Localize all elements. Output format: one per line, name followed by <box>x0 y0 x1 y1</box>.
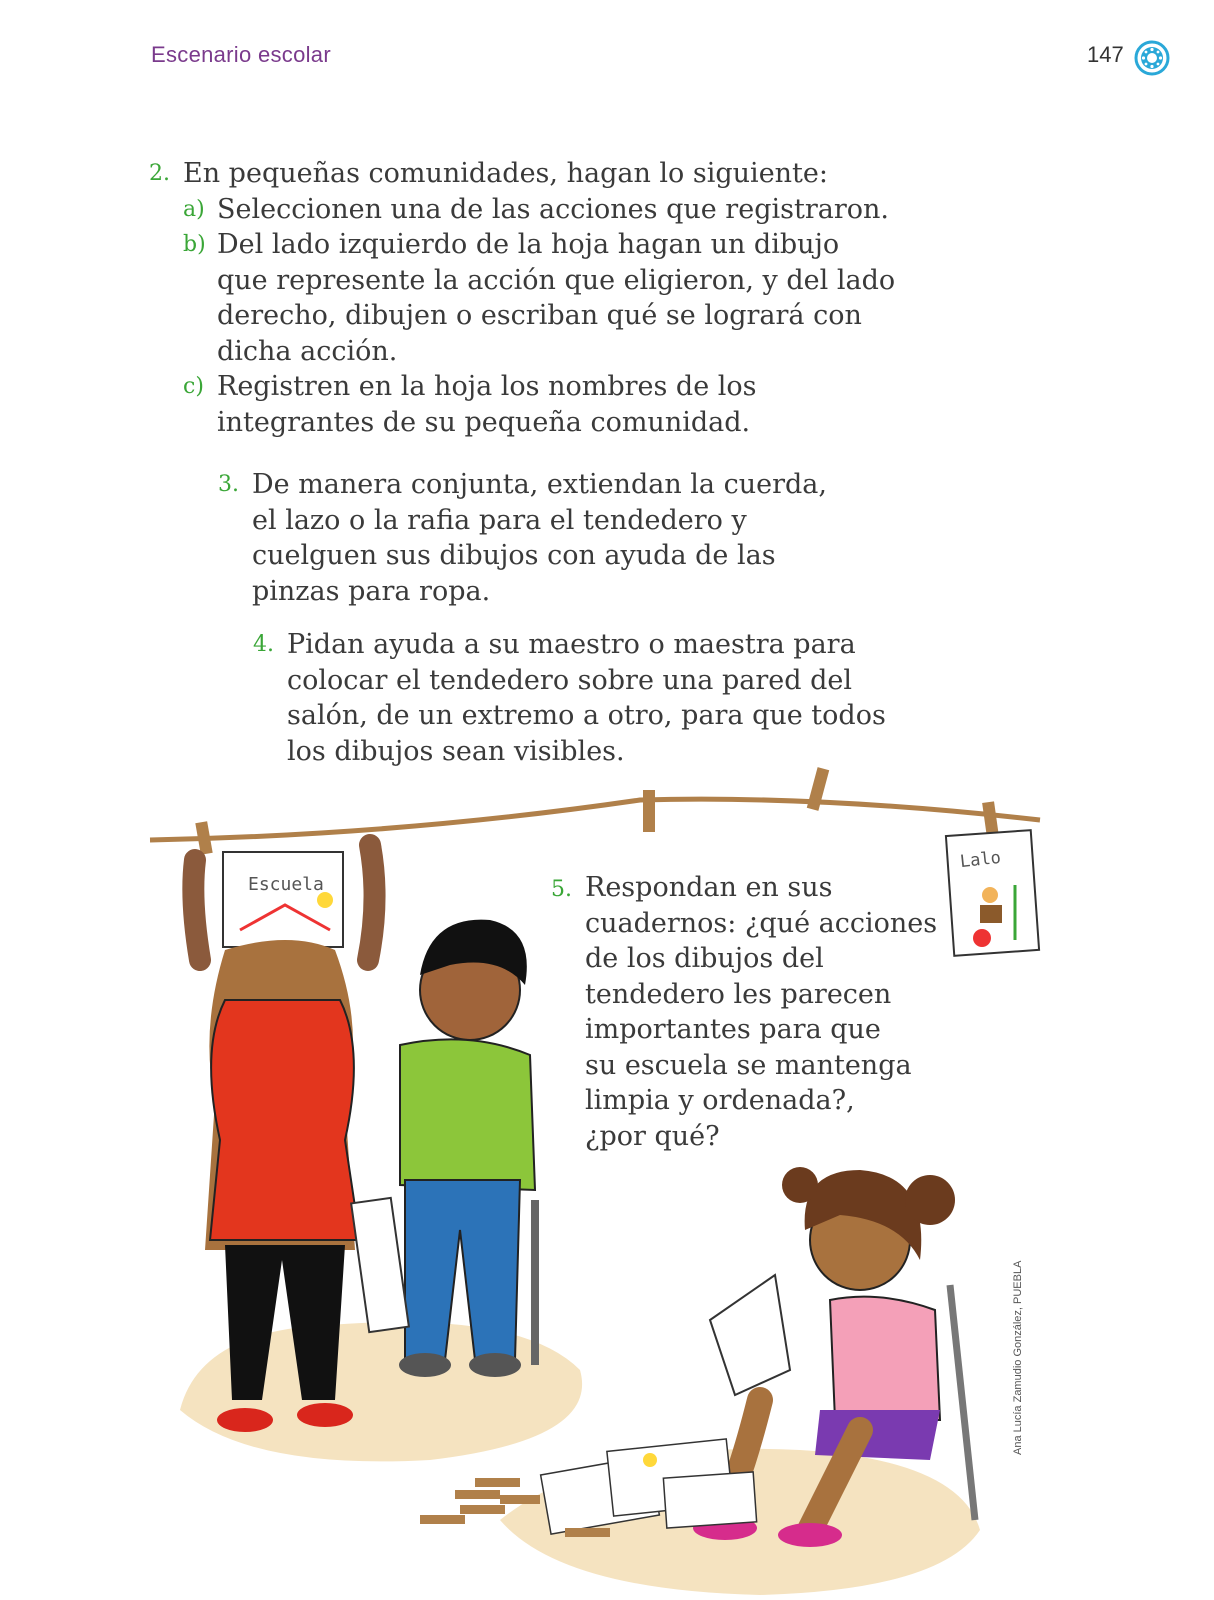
step-text: ¿por qué? <box>585 1120 720 1152</box>
step-number: 2. <box>149 161 170 186</box>
step-text: limpia y ordenada?, <box>585 1085 855 1116</box>
sub-text: que represente la acción que eligieron, y del lado <box>217 264 896 296</box>
sub-text: Registren en la hoja los nombres de los <box>217 371 757 402</box>
step-text: importantes para que <box>585 1014 881 1045</box>
step-text: los dibujos sean visibles. <box>287 735 625 767</box>
step-text: Respondan en sus <box>585 872 833 903</box>
drawing-label-escuela: Escuela <box>248 874 324 895</box>
step-text: pinzas para ropa. <box>252 575 491 607</box>
section-title: Escenario escolar <box>151 42 331 67</box>
step-text: el lazo o la rafia para el tendedero y <box>252 504 747 536</box>
clothespin <box>643 790 655 832</box>
sub-letter: b) <box>183 232 206 257</box>
step-text: De manera conjunta, extiendan la cuerda, <box>252 469 827 500</box>
sub-text: integrantes de su pequeña comunidad. <box>217 406 751 438</box>
drawing-label-lalo: Lalo <box>959 847 1002 873</box>
step-number: 3. <box>218 472 239 497</box>
page-number: 147 <box>1087 42 1124 67</box>
step-text: de los dibujos del <box>585 943 824 974</box>
step-number: 5. <box>551 877 572 902</box>
step-number: 4. <box>253 632 274 657</box>
rope <box>150 799 1040 840</box>
step-text: salón, de un extremo a otro, para que todos <box>287 700 886 731</box>
step-5 <box>551 870 938 1154</box>
step-text: tendedero les parecen <box>585 978 892 1010</box>
sub-text: Seleccionen una de las acciones que registraron. <box>217 193 889 225</box>
step-text: En pequeñas comunidades, hagan lo siguiente: <box>183 158 828 189</box>
sub-text: Del lado izquierdo de la hoja hagan un dibujo <box>217 229 840 260</box>
step-text: su escuela se mantenga <box>585 1049 912 1081</box>
sub-text: dicha acción. <box>217 335 398 367</box>
step-text: cuelguen sus dibujos con ayuda de las <box>252 540 776 571</box>
step-text: cuadernos: ¿qué acciones <box>585 907 938 939</box>
sub-letter: a) <box>183 196 205 222</box>
illustration-credit: Ana Lucía Zamudio González, PUEBLA <box>1012 1260 1024 1455</box>
step-text: Pidan ayuda a su maestro o maestra para <box>287 629 856 660</box>
sub-text: derecho, dibujen o escriban qué se logrará con <box>217 300 862 331</box>
step-text: colocar el tendedero sobre una pared del <box>287 664 853 696</box>
boy-with-crutch <box>351 920 535 1377</box>
sub-letter: c) <box>183 374 204 399</box>
